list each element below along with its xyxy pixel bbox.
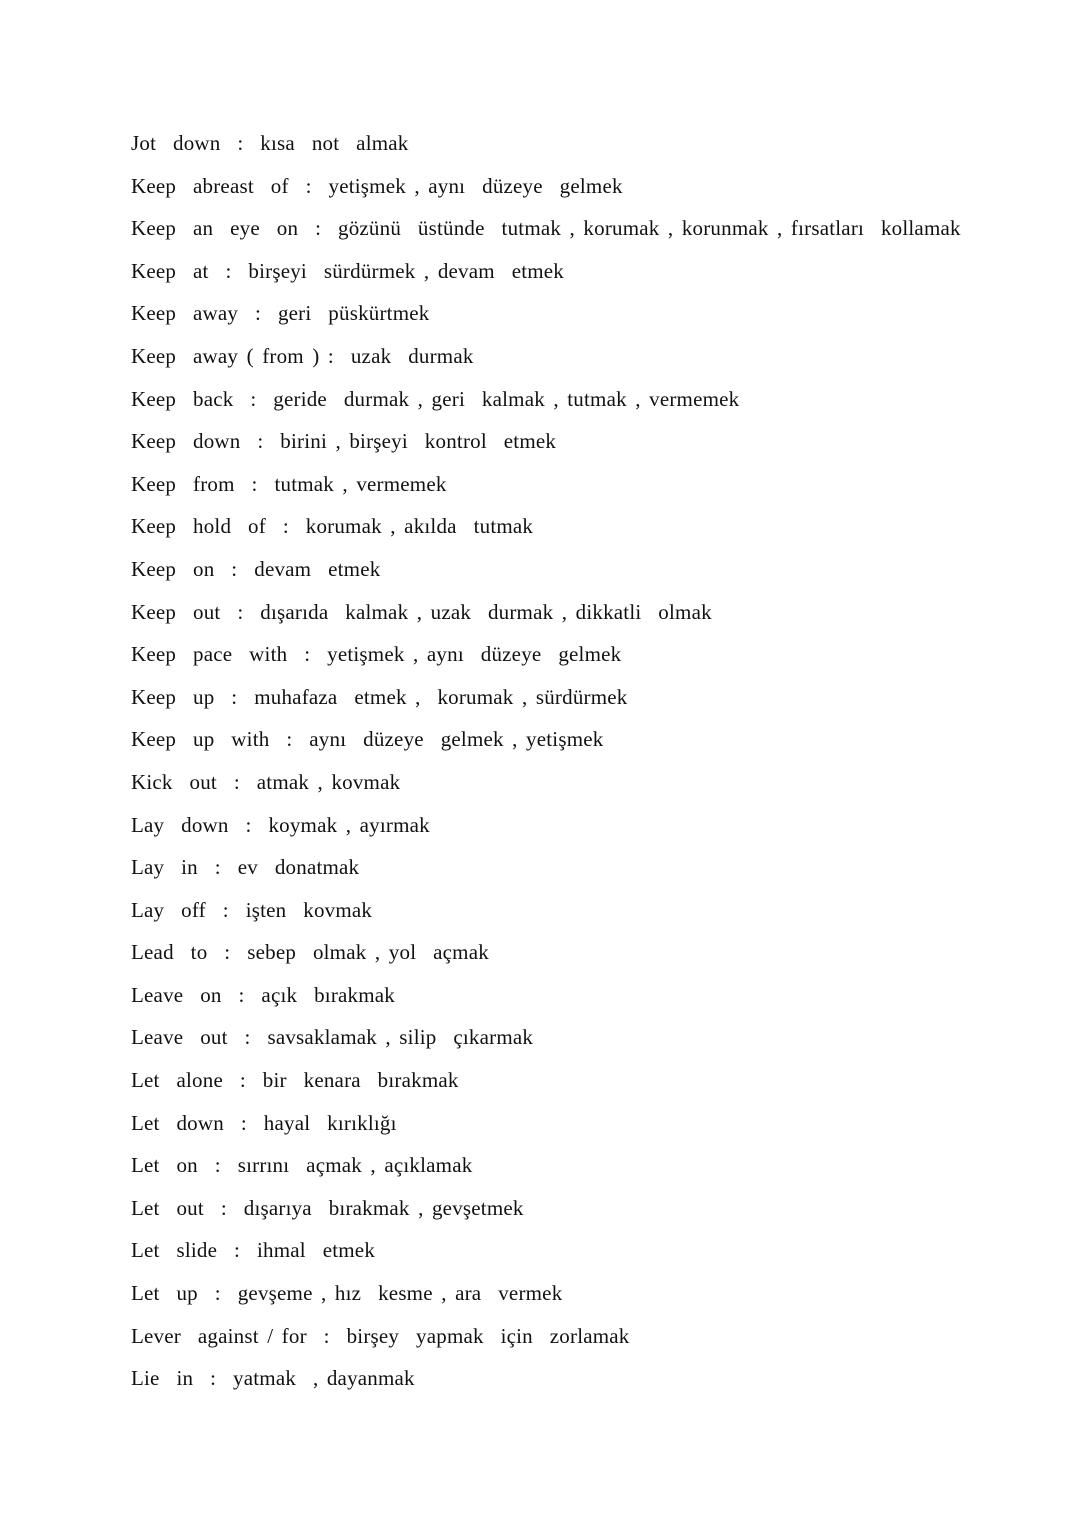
list-item: Keep on : devam etmek [131,556,381,581]
list-item: Keep at : birşeyi sürdürmek , devam etmek [131,258,565,283]
list-item: Let down : hayal kırıklığı [131,1110,397,1135]
list-item: Keep an eye on : gözünü üstünde tutmak , korumak , korunmak , fırsatları kollamak [131,216,961,241]
list-item: Keep pace with : yetişmek , aynı düzeye gelmek [131,642,622,667]
list-item: Lay off : işten kovmak [131,897,373,922]
list-item: Keep away ( from ) : uzak durmak [131,343,474,368]
list-item: Keep hold of : korumak , akılda tutmak [131,514,534,539]
list-item: Lead to : sebep olmak , yol açmak [131,940,489,965]
list-item: Let slide : ihmal etmek [131,1238,376,1263]
list-item: Leave on : açık bırakmak [131,982,396,1007]
list-item: Lay down : koymak , ayırmak [131,812,430,837]
list-item: Let up : gevşeme , hız kesme , ara vermek [131,1281,563,1306]
list-item: Leave out : savsaklamak , silip çıkarmak [131,1025,534,1050]
list-item: Jot down : kısa not almak [131,131,409,155]
list-item: Keep up : muhafaza etmek , korumak , sürdürmek [131,684,628,709]
list-item: Keep out : dışarıda kalmak , uzak durmak , dikkatli olmak [131,599,712,624]
list-item: Lever against / for : birşey yapmak için zorlamak [131,1323,630,1348]
list-item: Lay in : ev donatmak [131,855,360,880]
list-item: Keep up with : aynı düzeye gelmek , yetişmek [131,727,604,752]
list-item: Keep down : birini , birşeyi kontrol etmek [131,429,557,454]
list-item: Let out : dışarıya bırakmak , gevşetmek [131,1195,524,1220]
list-item: Keep away : geri püskürtmek [131,301,430,326]
list-item: Lie in : yatmak , dayanmak [131,1366,415,1391]
list-item: Keep from : tutmak , vermemek [131,471,447,496]
list-item: Keep back : geride durmak , geri kalmak , tutmak , vermemek [131,386,740,411]
list-item: Keep abreast of : yetişmek , aynı düzeye gelmek [131,173,623,198]
list-item: Let alone : bir kenara bırakmak [131,1068,459,1093]
phrasal-verb-list [131,122,1031,1400]
list-item: Kick out : atmak , kovmak [131,769,401,794]
list-item: Let on : sırrını açmak , açıklamak [131,1153,473,1178]
